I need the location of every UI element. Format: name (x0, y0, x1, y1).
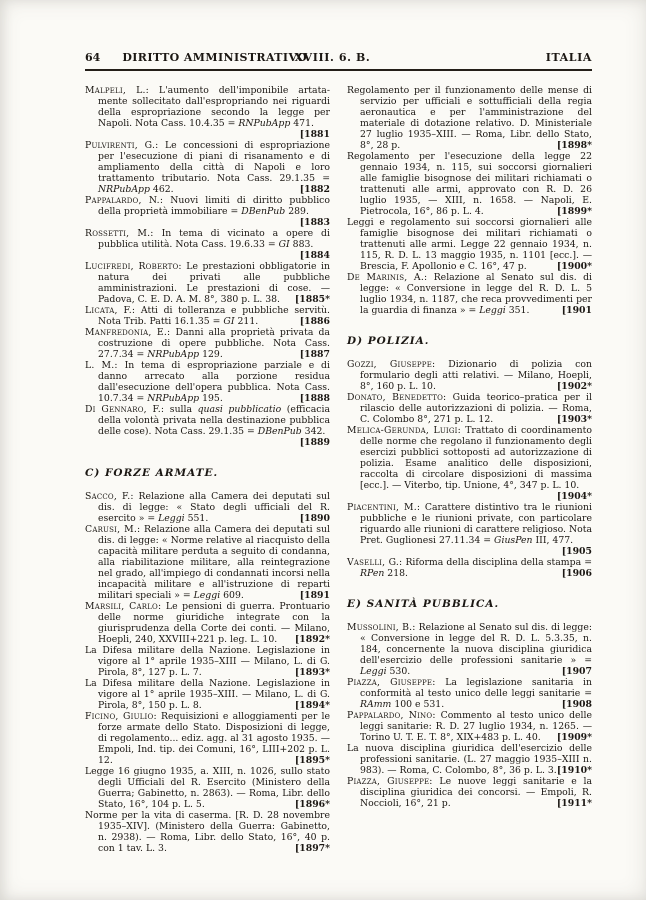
entry-number: [1900* (556, 261, 592, 272)
entry-author: Piacentini, M.: (347, 502, 421, 513)
entry-number: [1903* (556, 414, 592, 425)
entry-author: De Marinis, A.: (347, 272, 428, 283)
entry-text: Guida teorico–pratica per il rilascio delle autorizzazioni di polizia. — Roma, C. Colombo 8°, 271 p. L. 12. (360, 392, 592, 425)
entry-author: Pappalardo, N.: (85, 195, 164, 206)
entry-number: [1894* (294, 700, 330, 711)
entry-text: Relazione alla Camera dei deputati sul dis. di legge: « Stato degli ufficiali del R. esercito » = Leggi 551. (98, 491, 330, 524)
entry-text: Carattere distintivo tra le riunioni pubbliche e le riunioni private, con particolare riguardo alle riunioni di carattere religioso. Nota Pret. Guglionesi 27.11.34 = GiusPen III, 477. (360, 502, 592, 546)
entry-text: La Difesa militare della Nazione. Legislazione in vigore al 1° aprile 1935–XIII — Milano, L. di G. Pirola, 8°, 127 p. L. 7. (85, 645, 330, 678)
entry-number: [1883 (299, 217, 330, 228)
entry-author: Marsili, Carlo: (85, 601, 162, 612)
entry-text: La Difesa militare della Nazione. Legislazione in vigore al 1° aprile 1935–XIII. — Milano, L. di G. Pirola, 8°, 150 p. L. 8. (85, 678, 330, 711)
entry-number: [1884 (299, 250, 330, 261)
entry-author: Ficino, Giulio: (85, 711, 157, 722)
bib-entry (347, 272, 592, 316)
entry-text: L'aumento dell'imponibile artata- mente sollecitato dall'espropriando nei riguardi della espropriazione secondo la legge per Napoli. Nota Cass. 10.4.35 = RNPubApp 471. (98, 85, 330, 129)
entry-author: Licata, F.: (85, 305, 136, 316)
text-block (85, 50, 592, 854)
bib-entry (347, 502, 592, 557)
entry-number: [1909* (556, 732, 592, 743)
bib-entry (347, 557, 592, 579)
entry-number: [1881 (299, 129, 330, 140)
entry-number: [1907 (561, 666, 592, 677)
section-heading: E) SANITÀ PUBBLICA. (347, 598, 500, 610)
header-left (85, 50, 307, 65)
entry-text: In tema di espropriazione parziale e di danno arrecato alla porzione residua dall'esecuzione dell'opera pubblica. Nota Cass. 10.7.34 = NRPubApp 195. (98, 360, 330, 404)
bib-entry (85, 766, 330, 810)
entry-text: Relazione al Senato sul dis. di legge: « Conversione in legge del R. D. L. 5 luglio 1934, n. 1187, che reca provvedimenti per la guardia di finanza » = Leggi 351. (360, 272, 592, 316)
entry-number: [1885* (294, 294, 330, 305)
bib-entry (85, 601, 330, 645)
entry-author: Carusi, M.: (85, 524, 141, 535)
entry-number: [1897* (294, 843, 330, 854)
entry-author: Melica-Gerunda, Luigi: (347, 425, 461, 436)
volume-ref: XVIII. 6. B. (294, 51, 371, 64)
bib-entry (85, 305, 330, 327)
entry-author: Manfredonia, E.: (85, 327, 171, 338)
entry-number: [1898* (556, 140, 592, 151)
bib-entry (85, 524, 330, 601)
entry-text: Le nuove leggi sanitarie e la disciplina giuridica dei concorsi. — Empoli, R. Noccioli, 16°, 21 p. (360, 776, 592, 809)
bib-entry (347, 710, 592, 743)
bib-entry (85, 195, 330, 228)
entry-text: In tema di vicinato a opere di pubblica utilità. Nota Cass. 19.6.33 = GI 883. (98, 228, 330, 250)
bib-entry (85, 261, 330, 305)
entry-number: [1910* (556, 765, 592, 776)
entry-number: [1902* (556, 381, 592, 392)
entry-number: [1888 (299, 393, 330, 404)
entry-text: Legge 16 giugno 1935, a. XIII, n. 1026, sullo stato degli Ufficiali del R. Esercito (Ministero della Guerra; Gabinetto, n. 2863). — Roma, Libr. dello Stato, 16°, 104 p. L. 5. (85, 766, 330, 810)
entry-text: Regolamento per l'esecuzione della legge 22 gennaio 1934, n. 115, sui soccorsi giornalieri alle famiglie bisognose dei militari richiamati o trattenuti alle armi, approvato con R. D. 26 luglio 1935, — XIII, n. 1658. — Napoli, E. Pietrocola, 16°, 86 p. L. 4. (347, 151, 592, 217)
entry-text: Dizionario di polizia con formulario degli atti relativi. — Milano, Hoepli, 8°, 160 p. L. 10. (360, 359, 592, 392)
entry-text: La nuova disciplina giuridica dell'esercizio delle professioni sanitarie. (L. 27 maggio 1935–XIII n. 983). — Roma, C. Colombo, 8°, 36 p. L. 3. (347, 743, 592, 776)
page-number: 64 (85, 51, 101, 64)
entry-text: Le pensioni di guerra. Prontuario delle norme giuridiche integrate con la giurisprudenza della Corte dei conti. — Milano, Hoepli, 240, XXVIII+221 p. leg. L. 10. (98, 601, 330, 645)
entry-text: sulla quasi pubblicatio (efficacia della volontà privata nella destinazione pubblica delle cose). Nota Cass. 29.1.35 = DBenPub 342. (98, 404, 330, 437)
bib-entry (85, 228, 330, 261)
bib-entry (85, 404, 330, 448)
entry-text: Le concessioni di espropriazione per l'esecuzione di piani di risanamento e di ampliamento della città di Napoli e loro trattamento tributario. Nota Cass. 29.1.35 = NRPubApp 462. (98, 140, 330, 195)
entry-number: [1893* (294, 667, 330, 678)
entry-number: [1901 (561, 305, 592, 316)
entry-author: L. M.: (85, 360, 118, 371)
bib-entry (85, 678, 330, 711)
bib-entry (347, 622, 592, 677)
entry-number: [1892* (294, 634, 330, 645)
bibliography-columns (85, 85, 592, 854)
bib-entry (347, 359, 592, 392)
entry-text: La legislazione sanitaria in conformità al testo unico delle leggi sanitarie = RAmm 100 e 531. (360, 677, 592, 710)
entry-author: Vaselli, G.: (347, 557, 403, 568)
bib-entry (85, 711, 330, 766)
entry-text: Regolamento per il funzionamento delle mense di servizio per ufficiali e sottufficiali della regia aeronautica e per l'amministrazione del materiale di dotazione relativo. D. Ministeriale 27 luglio 1935–XIII. — Roma, Libr. dello Stato, 8°, 28 p. (347, 85, 592, 151)
entry-number: [1899* (556, 206, 592, 217)
entry-number: [1905 (561, 546, 592, 557)
entry-number: [1886 (299, 316, 330, 327)
entry-number: [1906 (561, 568, 592, 579)
bib-entry (85, 645, 330, 678)
country-header: ITALIA (545, 51, 592, 64)
column-left (85, 85, 330, 854)
header-rule (85, 69, 592, 71)
entry-text: Relazione al Senato sul dis. di legge: « Conversione in legge del R. D. L. 5.3.35, n. 184, concernente la nuova disciplina giuridica dell'esercizio delle professioni sanitarie » = Leggi 530. (360, 622, 592, 677)
bib-entry (347, 151, 592, 217)
bib-entry (85, 140, 330, 195)
entry-text: Commento al testo unico delle leggi sanitarie: R. D. 27 luglio 1934, n. 1265. — Torino U. T. E. T. 8°, XIX+483 p. L. 40. (360, 710, 592, 743)
section-heading: C) FORZE ARMATE. (85, 467, 219, 479)
journal-section-title: DIRITTO AMMINISTRATIVO (122, 51, 308, 64)
entry-text: Relazione alla Camera dei deputati sul dis. di legge: « Norme relative al riacquisto della capacità militare perduta a seguito di condanna, alla riabilitazione militare, alla reintegrazione nel grado, all'impiego di condannati incorsi nella incapacità militare e all'istruzione di reparti militari speciali » = Leggi 609. (98, 524, 330, 601)
entry-author: Piazza, Giuseppe: (347, 677, 436, 688)
section-heading: D) POLIZIA. (347, 335, 430, 347)
entry-author: Sacco, F.: (85, 491, 134, 502)
bib-entry (347, 392, 592, 425)
entry-author: Piazza, Giuseppe: (347, 776, 433, 787)
entry-number: [1887 (299, 349, 330, 360)
entry-author: Gozzi, Giuseppe: (347, 359, 436, 370)
bib-entry (85, 327, 330, 360)
bib-entry (347, 85, 592, 151)
entry-text: Le prestazioni obbligatorie in natura dei privati alle pubbliche amministrazioni. Le prestazioni di cose. — Padova, C. E. D. A. M. 8°, 380 p. L. 38. (98, 261, 330, 305)
entry-text: Leggi e regolamento sui soccorsi giornalieri alle famiglie bisognose dei militari richiamati o trattenuti alle armi. Legge 22 gennaio 1934, n. 115, R. D. L. 13 maggio 1935, n. 1101 [ecc.]. — Brescia, F. Apollonio e C. 16°, 47 p. (347, 217, 592, 272)
entry-text: Trattato di coordinamento delle norme che regolano il funzionamento degli esercizi pubblici sottoposti ad autorizzazione di polizia. Esame analitico delle disposizioni, raccolta di circolare disposizioni di massima [ecc.]. — Viterbo, tip. Unione, 4°, 347 p. L. 10. (360, 425, 592, 491)
entry-number: [1889 (299, 437, 330, 448)
bib-entry (85, 360, 330, 404)
entry-author: Lucifredi, Roberto: (85, 261, 182, 272)
bib-entry (347, 677, 592, 710)
entry-text: Nuovi limiti di diritto pubblico della proprietà immobiliare = DBenPub 289. (98, 195, 330, 217)
bib-entry (85, 491, 330, 524)
bib-entry (347, 217, 592, 272)
entry-text: Riforma della disciplina della stampa = RPen 218. (360, 557, 592, 579)
entry-author: Di Gennaro, F.: (85, 404, 165, 415)
entry-number: [1891 (299, 590, 330, 601)
entry-number: [1882 (299, 184, 330, 195)
bib-entry (85, 810, 330, 854)
entry-number: [1908 (561, 699, 592, 710)
bib-entry (347, 425, 592, 502)
entry-number: [1911* (556, 798, 592, 809)
entry-author: Malpeli, L.: (85, 85, 149, 96)
page-header (85, 50, 592, 65)
entry-number: [1895* (294, 755, 330, 766)
entry-number: [1896* (294, 799, 330, 810)
entry-author: Rossetti, M.: (85, 228, 154, 239)
bib-entry (347, 743, 592, 776)
entry-author: Pappalardo, Nino: (347, 710, 436, 721)
entry-text: Requisizioni e alloggiamenti per le forze armate dello Stato. Disposizioni di legge, di regolamento... ediz. agg. al 31 agosto 1935. — Empoli, Ind. tip. dei Comuni, 16°, LIII+202 p. L. 12. (98, 711, 330, 766)
entry-author: Mussolini, B.: (347, 622, 416, 633)
entry-author: Donato, Benedetto: (347, 392, 447, 403)
entry-text: Norme per la vita di caserma. [R. D. 28 novembre 1935–XIV]. (Ministero della Guerra: Gabinetto, n. 2938). — Roma, Libr. dello Stato, 16°, 40 p. con 1 tav. L. 3. (85, 810, 330, 854)
entry-author: Pulvirenti, G.: (85, 140, 159, 151)
column-right (347, 85, 592, 854)
entry-number: [1904* (556, 491, 592, 502)
entry-number: [1890 (299, 513, 330, 524)
entry-text: Atti di tolleranza e pubbliche servitù. Nota Trib. Patti 16.1.35 = GI 211. (98, 305, 330, 327)
bib-entry (347, 776, 592, 809)
bib-entry (85, 85, 330, 140)
entry-text: Danni alla proprietà privata da costruzione di opere pubbliche. Nota Cass. 27.7.34 = NRPubApp 129. (98, 327, 330, 360)
